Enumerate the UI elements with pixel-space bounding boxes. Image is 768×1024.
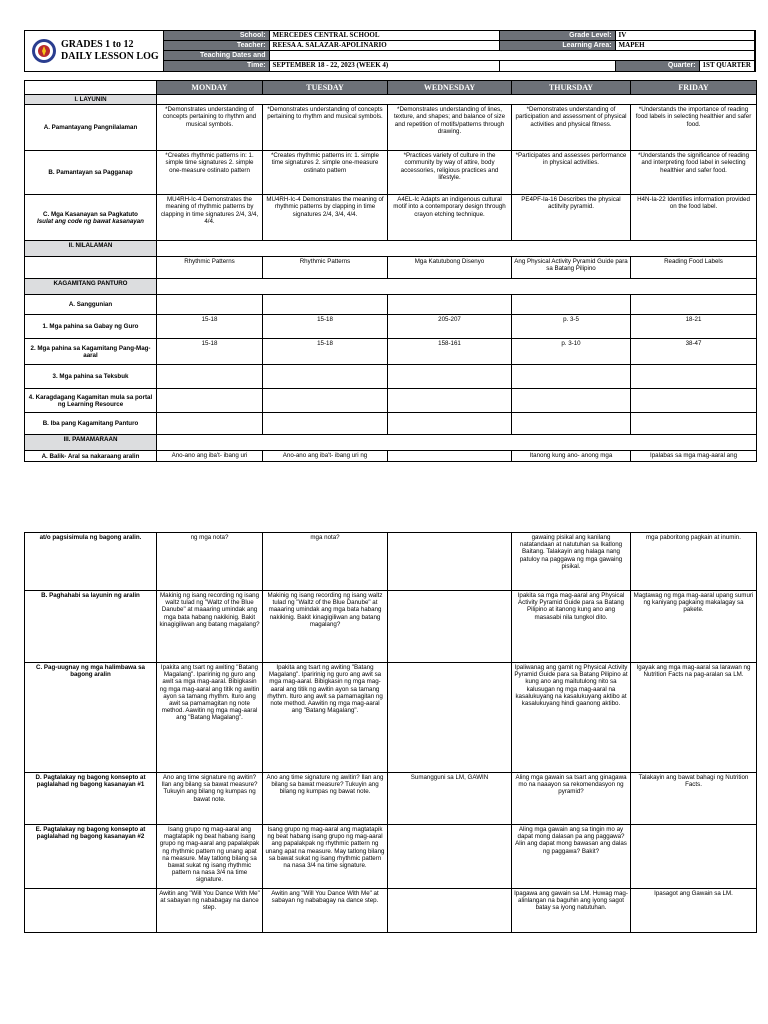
- row-label: B. Pamantayan sa Pagganap: [25, 151, 157, 195]
- section-label: I. LAYUNIN: [25, 95, 157, 105]
- table-cell: Mga Katutubong Disenyo: [388, 257, 512, 279]
- area-label: Learning Area:: [500, 41, 616, 51]
- table-cell: mga nota?: [263, 533, 388, 591]
- teacher-value: REESA A. SALAZAR-APOLINARIO: [270, 41, 500, 51]
- table-row: [25, 195, 757, 241]
- section-layunin: [25, 95, 757, 105]
- table-row: [25, 365, 757, 389]
- table-cell: Isang grupo ng mag-aaral ang magtatapik ng beat habang isang grupo ng mag-aaral ang papalakpak ng rhythmic pattern ng unang apat na measure. May tatlong bilang sa bawat sukat ng isang rhythmic pattern na nasa 3/4 na time signature.: [263, 825, 388, 889]
- table-cell: *Practices variety of culture in the community by way of attire, body accessories, religious practices and lifestyle.: [388, 151, 512, 195]
- day-thursday: THURSDAY: [512, 81, 631, 95]
- table-cell: Ano ang time signature ng awitin? Ilan ang bilang sa bawat measure? Tukuyin ang bilang ng kumpas ng bawat note.: [263, 773, 388, 825]
- table-cell: 15-18: [157, 315, 263, 339]
- table-cell: *Creates rhythmic patterns in: 1. simple time signatures 2. simple one-measure ostinato pattern: [263, 151, 388, 195]
- table-cell: A4EL-Ic Adapts an indigenous cultural motif into a contemporary design through crayon etching technique.: [388, 195, 512, 241]
- day-monday: MONDAY: [157, 81, 263, 95]
- table-cell: p. 3-10: [512, 339, 631, 365]
- dates-value: SEPTEMBER 18 - 22, 2023 (WEEK 4): [270, 61, 500, 72]
- table-cell: *Demonstrates understanding of concepts pertaining to rhythm and musical symbols.: [157, 105, 263, 151]
- section-label: III. PAMAMARAAN: [25, 435, 157, 451]
- section-label: II. NILALAMAN: [25, 241, 157, 257]
- day-header-row: [25, 81, 757, 95]
- day-friday: FRIDAY: [631, 81, 757, 95]
- table-cell: ng mga nota?: [157, 533, 263, 591]
- lesson-table-1: [24, 80, 757, 462]
- table-cell: Makinig ng isang recording ng isang waltz tulad ng "Waltz of the Blue Danube" at maaaring umindak ang mga bata habang nakikinig. Bakit kinagigiliwan ang batang magalang?: [157, 591, 263, 663]
- table-cell: *Understands the importance of reading food labels in selecting healthier and safer food.: [631, 105, 757, 151]
- title-line-2: DAILY LESSON LOG: [61, 51, 159, 62]
- row-label: B. Paghahabi sa layunin ng aralin: [25, 591, 157, 663]
- table-cell: *Demonstrates understanding of concepts pertaining to rhythm and musical symbols.: [263, 105, 388, 151]
- table-cell: gawaing pisikal ang kanilang natatandaan at natutuhan sa Ikatlong Baitang. Talakayin ang halaga nang patuloy na paggawa ng mga gawaing pisikal.: [512, 533, 631, 591]
- table-row: [25, 591, 757, 663]
- school-value: MERCEDES CENTRAL SCHOOL: [270, 31, 500, 41]
- table-row: [25, 151, 757, 195]
- table-cell: 205-207: [388, 315, 512, 339]
- table-cell: 15-18: [157, 339, 263, 365]
- table-cell: Ipakita sa mga mag-aaral ang Physical Activity Pyramid Guide para sa Batang Pilipino at itanong kung ano ang masasabi nila tungkol dito.: [512, 591, 631, 663]
- table-cell: *Demonstrates understanding of participation and assessment of physical activities and physical fitness.: [512, 105, 631, 151]
- table-cell: *Understands the significance of reading and interpreting food label in selecting healthier and safer food.: [631, 151, 757, 195]
- table-cell: [388, 889, 512, 933]
- table-cell: Aling mga gawain ang sa tingin mo ay dapat mong dalasan pa ang paggawa? Alin ang dapat mong bawasan ang dalas ng paggawa? Bakit?: [512, 825, 631, 889]
- teacher-label: Teacher:: [164, 41, 270, 51]
- area-value: MAPEH: [616, 41, 755, 51]
- deped-seal-icon: [31, 38, 57, 64]
- table-cell: Sumangguni sa LM, GAWIN: [388, 773, 512, 825]
- title-line-1: GRADES 1 to 12: [61, 39, 134, 50]
- table-cell: 18-21: [631, 315, 757, 339]
- table-cell: Magtawag ng mga mag-aaral upang sumuri ng kaniyang pagkaing makalagay sa pakete.: [631, 591, 757, 663]
- table-cell: Igayak ang mga mag-aaral sa larawan ng Nutrition Facts na pag-aralan sa LM.: [631, 663, 757, 773]
- table-cell: [388, 591, 512, 663]
- table-cell: Rhythmic Patterns: [263, 257, 388, 279]
- row-label: A. Sanggunian: [25, 295, 157, 315]
- table-cell: *Participates and assesses performance in physical activities.: [512, 151, 631, 195]
- table-cell: 15-18: [263, 339, 388, 365]
- row-label: 3. Mga pahina sa Teksbuk: [25, 365, 157, 389]
- section-kagamitan: [25, 279, 757, 295]
- table-row: [25, 295, 757, 315]
- tdt-label-1: Teaching Dates and: [164, 51, 270, 61]
- row-label: A. Balik- Aral sa nakaraang aralin: [25, 451, 157, 462]
- table-cell: MU4RH-Ic-4 Demonstrates the meaning of rhythmic patterns by clapping in time signatures 2/4, 3/4, 4/4.: [263, 195, 388, 241]
- row-label: E. Pagtalakay ng bagong konsepto at paglalahad ng bagong kasanayan #2: [25, 825, 157, 889]
- table-cell: Reading Food Labels: [631, 257, 757, 279]
- table-cell: Ipagawa ang gawain sa LM. Huwag mag-alinlangan na baguhin ang iyong sagot batay sa iyong natutuhan.: [512, 889, 631, 933]
- lesson-log-page-2: [24, 532, 756, 933]
- table-cell: Ipasagot ang Gawain sa LM.: [631, 889, 757, 933]
- section-pamamaraan: [25, 435, 757, 451]
- table-row: [25, 663, 757, 773]
- table-cell: Ano-ano ang iba't- ibang uri: [157, 451, 263, 462]
- grade-value: IV: [616, 31, 755, 41]
- school-label: School:: [164, 31, 270, 41]
- table-cell: [388, 663, 512, 773]
- section-label: KAGAMITANG PANTURO: [25, 279, 157, 295]
- table-row: [25, 889, 757, 933]
- table-row: [25, 315, 757, 339]
- row-label: at/o pagsisimula ng bagong aralin.: [25, 533, 157, 591]
- row-label: B. Iba pang Kagamitang Panturo: [25, 413, 157, 435]
- table-cell: Ipakita ang tsart ng awiting "Batang Magalang". Iparirinig ng guro ang awit sa mga mag-aaral. Bibigkasin ng mga mag-aaral ang titik ng awitin ayon sa tamang rhythm. Ituro ang awit sa pamamagitan ng note method. Aawitin ng mga mag-aaral ang "Batang Magalang".: [263, 663, 388, 773]
- table-cell: Aling mga gawain sa tsart ang ginagawa mo na naaayon sa rekomendasyon ng pyramid?: [512, 773, 631, 825]
- row-label-sub: Isulat ang code ng bawat kasanayan: [37, 217, 144, 225]
- table-cell: [631, 825, 757, 889]
- table-cell: *Creates rhythmic patterns in: 1. simple time signatures 2. simple one-measure ostinato pattern: [157, 151, 263, 195]
- table-cell: Ang Physical Activity Pyramid Guide para sa Batang Pilipino: [512, 257, 631, 279]
- table-cell: Ipalabas sa mga mag-aaral ang: [631, 451, 757, 462]
- day-wednesday: WEDNESDAY: [388, 81, 512, 95]
- row-label: D. Pagtalakay ng bagong konsepto at paglalahad ng bagong kasanayan #1: [25, 773, 157, 825]
- table-cell: Ipakita ang tsart ng awiting "Batang Magalang". Iparirinig ng guro ang awit sa mga mag-aaral. Bibigkasin ng mga mag-aaral ang titik ng awitin ayon sa tamang rhythm. Ituro ang awit sa pamamagitan ng note method. Aawitin ng mga mag-aaral ang "Batang Magalang".: [157, 663, 263, 773]
- table-row: [25, 339, 757, 365]
- table-row: [25, 105, 757, 151]
- row-label: C. Pag-uugnay ng mga halimbawa sa bagong aralin: [25, 663, 157, 773]
- table-cell: 15-18: [263, 315, 388, 339]
- table-cell: Rhythmic Patterns: [157, 257, 263, 279]
- lesson-log-page-1: [24, 30, 756, 462]
- table-row: [25, 825, 757, 889]
- table-row: [25, 533, 757, 591]
- table-cell: Awitin ang "Will You Dance With Me" at sabayan ng nababagay na dance step.: [157, 889, 263, 933]
- table-cell: Ano-ano ang iba't- ibang uri ng: [263, 451, 388, 462]
- table-cell: PE4PF-Ia-16 Describes the physical actitvity pyramid.: [512, 195, 631, 241]
- table-cell: MU4RH-Ic-4 Demonstrates the meaning of rhythmic patterns by clapping in time signatures 2/4, 3/4, 4/4.: [157, 195, 263, 241]
- table-cell: [388, 533, 512, 591]
- brand: [24, 30, 163, 72]
- table-cell: Talakayin ang bawat bahagi ng Nutrition Facts.: [631, 773, 757, 825]
- quarter-value: 1ST QUARTER: [700, 61, 755, 72]
- row-label-main: C. Mga Kasanayan sa Pagkatuto: [43, 210, 138, 218]
- section-nilalaman: [25, 241, 757, 257]
- header-info-grid: [163, 30, 756, 72]
- tdt-label-2: Time:: [164, 61, 270, 72]
- table-row: [25, 389, 757, 413]
- header: [24, 30, 756, 72]
- quarter-label: Quarter:: [616, 61, 700, 72]
- day-tuesday: TUESDAY: [263, 81, 388, 95]
- table-cell: *Demonstrates understanding of lines, texture, and shapes; and balance of size and repetition of motifs/patterns through drawing.: [388, 105, 512, 151]
- table-row: [25, 413, 757, 435]
- table-cell: 38-47: [631, 339, 757, 365]
- row-label: 4. Karagdagang Kagamitan mula sa portal ng Learning Resource: [25, 389, 157, 413]
- row-label: [25, 195, 157, 241]
- table-cell: Itanong kung ano- anong mga: [512, 451, 631, 462]
- table-cell: H4N-Ia-22 Identifies information provided on the food label.: [631, 195, 757, 241]
- lesson-table-2: [24, 532, 757, 933]
- table-row: [25, 257, 757, 279]
- table-cell: Isang grupo ng mag-aaral ang magtatapik ng beat habang isang grupo ng mag-aaral ang papalakpak ng rhythmic pattern ng unang apat na measure. May tatlong bilang sa bawat sukat ng isang rhythmic pattern na nasa 3/4 na time signature.: [157, 825, 263, 889]
- table-cell: p. 3-5: [512, 315, 631, 339]
- table-cell: Makinig ng isang recording ng isang waltz tulad ng "Waltz of the Blue Danube" at maaaring umindak ang mga bata habang nakikinig. Bakit kinagigiliwan ang batang magalang?: [263, 591, 388, 663]
- table-row: [25, 451, 757, 462]
- table-cell: Awitin ang "Will You Dance With Me" at sabayan ng nababagay na dance step.: [263, 889, 388, 933]
- row-label: 1. Mga pahina sa Gabay ng Guro: [25, 315, 157, 339]
- table-cell: [388, 825, 512, 889]
- table-row: [25, 773, 757, 825]
- table-cell: 158-161: [388, 339, 512, 365]
- table-cell: mga paboritong pagkain at inumin.: [631, 533, 757, 591]
- row-label: A. Pamantayang Pangnilalaman: [25, 105, 157, 151]
- row-label: 2. Mga pahina sa Kagamitang Pang-Mag- aaral: [25, 339, 157, 365]
- table-cell: Ipaliwanag ang gamit ng Physical Activity Pyramid Guide para sa Batang Pilipino at kung ano ang maitutulong nito sa kalusugan ng mga mag-aaral na kasalukuyang na kasalukuyang aktibo at kasalukuyang hindi gaanong aktibo.: [512, 663, 631, 773]
- grade-label: Grade Level:: [500, 31, 616, 41]
- table-cell: Ano ang time signature ng awitin? Ilan ang bilang sa bawat measure? Tukuyin ang bilang ng kumpas ng bawat note.: [157, 773, 263, 825]
- row-label: [25, 889, 157, 933]
- table-cell: [388, 451, 512, 462]
